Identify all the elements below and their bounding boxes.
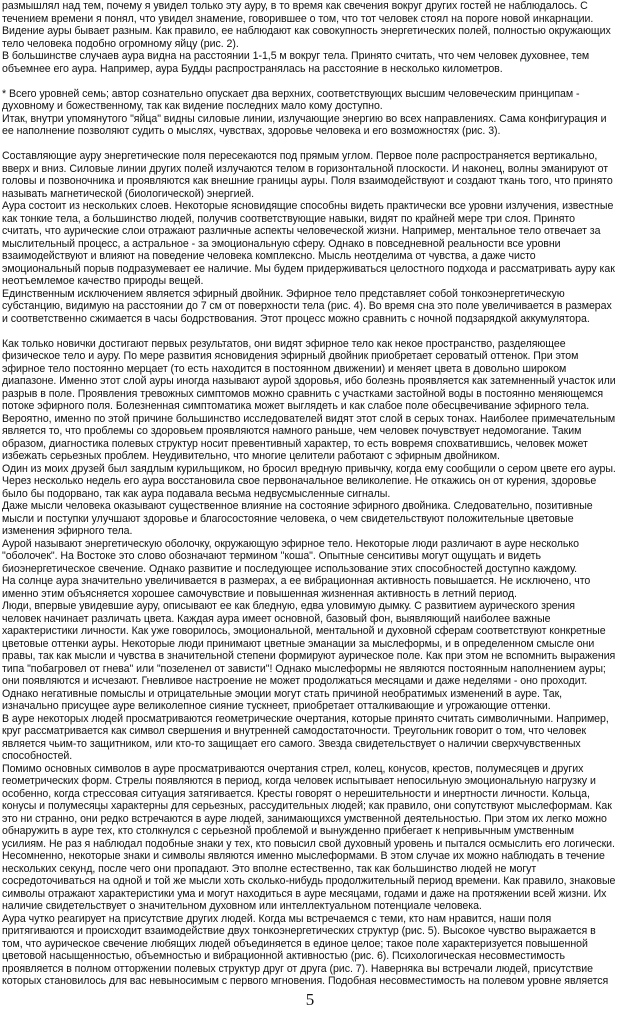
paragraph: В большинстве случаев аура видна на расстоянии 1-1,5 м вокруг тела. Принято считать, что чем человек духовнее, тем объемнее его аура. Например, аура Будды распространялась на расстояние в несколько километров. <box>2 50 590 75</box>
paragraph-gap <box>2 75 616 88</box>
page-number: 5 <box>305 990 315 1009</box>
paragraph: Аура чутко реагирует на присутствие других людей. Когда мы встречаемся с теми, кто нам нравится, наши поля притягиваются и происходит взаимодействие двух тонкоэнергетических структур (рис. 5). Высокое чувство выражается в том, что аурическое свечение любящих людей объединяется в единое целое; такое поле характеризуется повышенной цветовой насыщенностью, объемностью и вибрационной активностью (рис. 6). Психологическая несовместимость проявляется в полном отторжении полевых структур друг от друга (рис. 7). Наверняка вы встречали людей, присутствие которых становилось для вас невыносимым с первого мгновения. Подобная несовместимость на полевом уровне является <box>2 912 609 987</box>
paragraph: Один из моих друзей был заядлым курильщиком, но бросил вредную привычку, когда ему сообщили о сером цвете его ауры. Через несколько недель его аура восстановила свое первоначальное великолепие. Не откажись он от курения, здоровье было бы подорвано, так как аура подавала весьма недвусмысленные сигналы. <box>2 462 616 500</box>
paragraph: Видение ауры бывает разным. Как правило, ее наблюдают как совокупность энергетических полей, полностью окружающих тело человека подобно огромному яйцу (рис. 2). <box>2 25 611 50</box>
paragraph: Составляющие ауру энергетические поля пересекаются под прямым углом. Первое поле распространяется вертикально, вверх и вниз. Силовые линии других полей излучаются телом в горизонтальной плоскости. И наконец, волны эманируют от головы и позвоночника и проявляются как внешние границы ауры. Поля взаимодействуют и создают ткань того, что принято называть магнетической (биологической) энергией. <box>2 150 613 200</box>
paragraph: Аура состоит из нескольких слоев. Некоторые ясновидящие способны видеть практически все уровни излучения, известные как тонкие тела, а большинство людей, получив соответствующие навыки, видят по крайней мере три слоя. Принято считать, что аурические слои отражают различные аспекты человеческой жизни. Например, ментальное тело отвечает за мыслительный процесс, а астральное - за эмоциональную сферу. Однако в повседневной реальности все уровни взаимодействуют и влияют на поведение человека комплексно. Мысль неотделима от чувства, а даже чисто эмоциональный порыв подразумевает ее наличие. Мы будем придерживаться целостного подхода и рассматривать ауру как неотъемлемое качество природы вещей. <box>2 200 615 287</box>
paragraph-gap <box>2 138 616 151</box>
paragraph: Аурой называют энергетическую оболочку, окружающую эфирное тело. Некоторые люди различают в ауре несколько "оболочек". На Востоке это слово обозначают термином "коша". Опытные сенситивы могут ощущать и видеть биоэнергетическое свечение. Однако развитие и последующее использование этих способностей доступно каждому. <box>2 537 579 575</box>
paragraph: Несомненно, некоторые знаки и символы являются именно мыслеформами. В этом случае их можно наблюдать в течение нескольких секунд, после чего они пропадают. Это вполне естественно, так как большинство людей не могут сосредоточиваться на одной и той же мысли хоть сколько-нибудь продолжительный период времени. Как правило, знаковые символы отражают характеристики ума и могут находиться в ауре месяцами, годами и даже на протяжении всей жизни. Их наличие свидетельствует о значительном духовном или интеллектуальном потенциале человека. <box>2 850 616 912</box>
footnote: * Всего уровней семь; автор сознательно опускает два верхних, соответствующих высшим человеческим принципам - духовному и божественному, так как видение последних мало кому доступно. <box>2 87 580 112</box>
paragraph: Единственным исключением является эфирный двойник. Эфирное тело представляет собой тонкоэнергетическую субстанцию, видимую на расстоянии до 7 см от поверхности тела (рис. 4). Во время сна это поле увеличивается в размерах и соответственно сжимается в часы бодрствования. Этот процесс можно сравнить с ночной подзарядкой аккумулятора. <box>2 287 612 325</box>
paragraph: Помимо основных символов в ауре просматриваются очертания стрел, колец, конусов, крестов, полумесяцев и других геометрических форм. Стрелы появляются в период, когда человек испытывает непосильную эмоциональную нагрузку и особенно, когда стрессовая ситуация затягивается. Кресты говорят о нерешительности и инертности личности. Кольца, конусы и полумесяцы характерны для серьезных, рассудительных людей; как правило, они сопутствуют мыслеформам. Как это ни странно, они редко встречаются в ауре людей, занимающихся умственной деятельностью. При этом их легко можно обнаружить в ауре тех, кто столкнулся с серьезной проблемой и вынужденно прибегает к непривычным умственным усилиям. Не раз я наблюдал подобные знаки у тех, кто повысил свой духовный уровень и пытался осмыслить его логически. <box>2 762 615 850</box>
paragraph: размышлял над тем, почему я увидел только эту ауру, в то время как свечения вокруг других гостей не наблюдалось. С течением времени я понял, что увидел знамение, говорившее о том, что тот человек стоял на пороге новой инкарнации. <box>2 0 594 25</box>
paragraph: На солнце аура значительно увеличивается в размерах, а ее вибрационная активность повышается. Не исключено, что именно этим объясняется хорошее самочувствие и повышенная жизненная активность в летний период. <box>2 575 591 600</box>
paragraph: Даже мысли человека оказывают существенное влияние на состояние эфирного двойника. Следовательно, позитивные мысли и поступки улучшают здоровье и благосостояние человека, о чем свидетельствуют положительные цветовые изменения эфирного тела. <box>2 500 593 537</box>
paragraph: Как только новички достигают первых результатов, они видят эфирное тело как некое пространство, разделяющее физическое тело и ауру. По мере развития ясновидения эфирный двойник приобретает сероватый оттенок. При этом эфирное тело постоянно мерцает (то есть находится в постоянном движении) и меняет цвета в довольно широком диапазоне. Именно этот слой ауры иногда называют аурой здоровья, ибо болезнь проявляется как затемненный участок или разрыв в поле. Проявления тревожных симптомов можно сравнить с участками застойной воды в постоянно меняющемся потоке эфирного поля. Болезненная симптоматика может выглядеть и как слабое поле обесцвечивание эфирного тела. Вероятно, именно по этой причине большинство исследователей видят этот слой в серых тонах. Наиболее примечательным является то, что проблемы со здоровьем проявляются намного раньше, чем человек почувствует недомогание. Таким образом, диагностика полевых структур носит превентивный характер, то есть вовремя спохватившись, человек может избежать серьезных проблем. Неудивительно, что многие целители работают с эфирным двойником. <box>2 337 616 462</box>
paragraph: В ауре некоторых людей просматриваются геометрические очертания, которые принято считать символичными. Например, круг рассматривается как символ свершения и внутренней самодостаточности. Треугольник говорит о том, что человек является чьим-то защитником, или кто-то защищает его самого. Звезда свидетельствует о наличии сверхчувственных способностей. <box>2 712 609 762</box>
body-text <box>2 0 616 1000</box>
paragraph: Люди, впервые увидевшие ауру, описывают ее как бледную, едва уловимую дымку. С развитием аурического зрения человек начинает различать цвета. Каждая аура имеет основной, базовый фон, выявляющий наиболее важные характеристики личности. Как уже говорилось, эмоциональной, ментальной и духовной сферам соответствуют конкретные цветовые оттенки ауры. Некоторые люди принимают цветные эманации за мыслеформы, и в определенном смысле они правы, так как мысли и чувства в значительной степени формируют аурическое поле. Как при этом не вспомнить выражения типа "побагровел от гнева" или "позеленел от зависти"! Однако мыслеформы не являются постоянным наполнением ауры; они появляются и исчезают. Гневливое настроение не может продолжаться месяцами и даже неделями - оно проходит. Однако негативные помыслы и отрицательные эмоции могут стать причиной необратимых изменений в ауре. Так, изначально присущее ауре великолепное сияние тускнеет, приобретает отталкивающие и угрожающие оттенки. <box>2 600 616 712</box>
paragraph: Итак, внутри упомянутого "яйца" видны силовые линии, излучающие энергию во всех направлениях. Сама конфигурация и ее наполнение позволяют судить о мыслях, чувствах, здоровье человека и его возможностях (рис. 3). <box>2 112 607 137</box>
paragraph-gap <box>2 325 616 338</box>
